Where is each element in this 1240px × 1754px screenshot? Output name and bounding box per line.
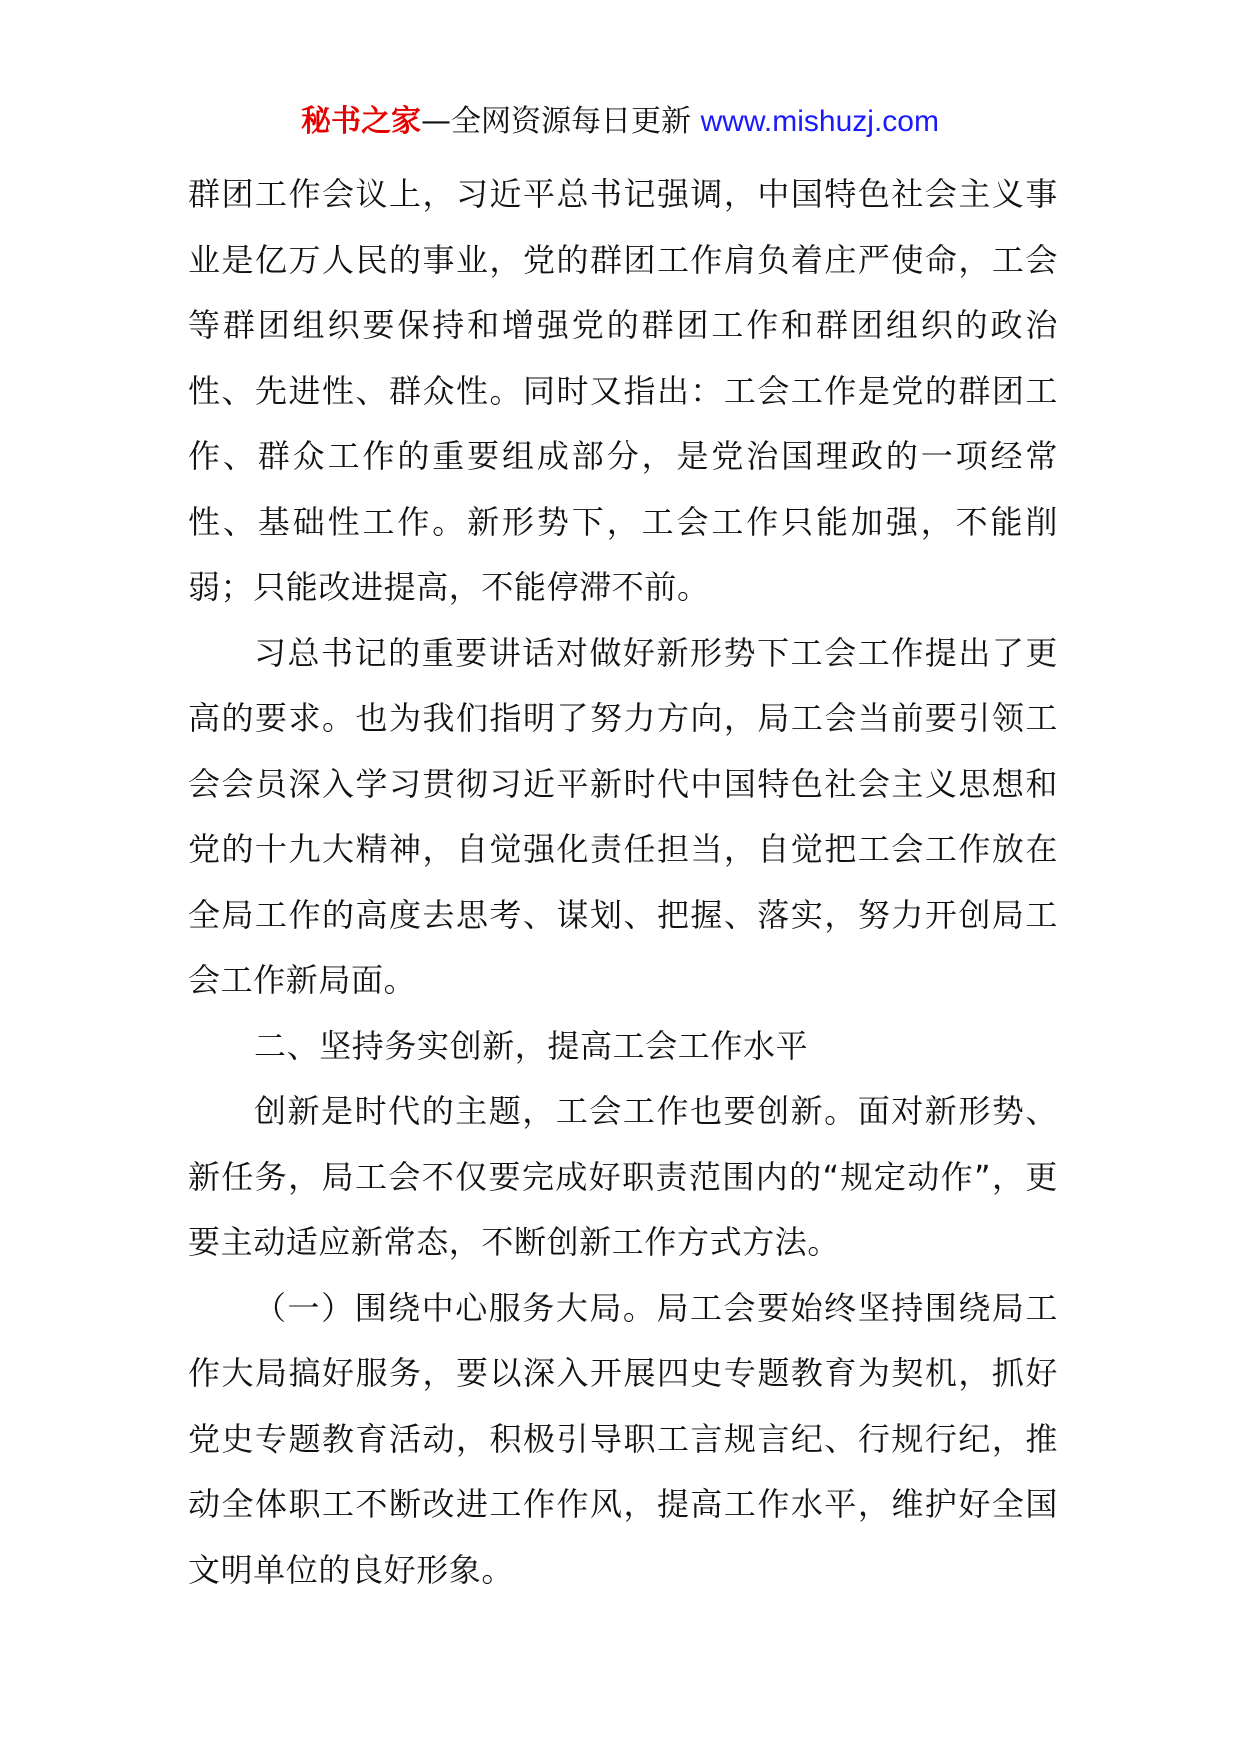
document-body — [188, 162, 1058, 1603]
header-tagline: —全网资源每日更新 — [421, 104, 701, 139]
site-url-link[interactable]: www.mishuzj.com — [700, 105, 939, 138]
paragraph: 习总书记的重要讲话对做好新形势下工会工作提出了更高的要求。也为我们指明了努力方向，局工会当前要引领工会会员深入学习贯彻习近平新时代中国特色社会主义思想和党的十九大精神，自觉强化责任担当，自觉把工会工作放在全局工作的高度去思考、谋划、把握、落实，努力开创局工会工作新局面。 — [188, 633, 1058, 999]
paragraph-continuation: 群团工作会议上，习近平总书记强调，中国特色社会主义事业是亿万人民的事业，党的群团工作肩负着庄严使命，工会等群团组织要保持和增强党的群团工作和群团组织的政治性、先进性、群众性。同时又指出：工会工作是党的群团工作、群众工作的重要组成部分，是党治国理政的一项经常性、基础性工作。新形势下，工会工作只能加强，不能削弱；只能改进提高，不能停滞不前。 — [188, 175, 1058, 606]
paragraph: （一）围绕中心服务大局。局工会要始终坚持围绕局工作大局搞好服务，要以深入开展四史专题教育为契机，抓好党史专题教育活动，积极引导职工言规言纪、行规行纪，推动全体职工不断改进工作作风，提高工作水平，维护好全国文明单位的良好形象。 — [188, 1288, 1058, 1589]
paragraph: 创新是时代的主题，工会工作也要创新。面对新形势、新任务，局工会不仅要完成好职责范围内的“规定动作”，更要主动适应新常态，不断创新工作方式方法。 — [188, 1092, 1058, 1261]
page-header — [0, 100, 1240, 144]
brand-name: 秘书之家 — [301, 104, 422, 139]
section-heading: 二、坚持务实创新，提高工会工作水平 — [254, 1026, 809, 1065]
